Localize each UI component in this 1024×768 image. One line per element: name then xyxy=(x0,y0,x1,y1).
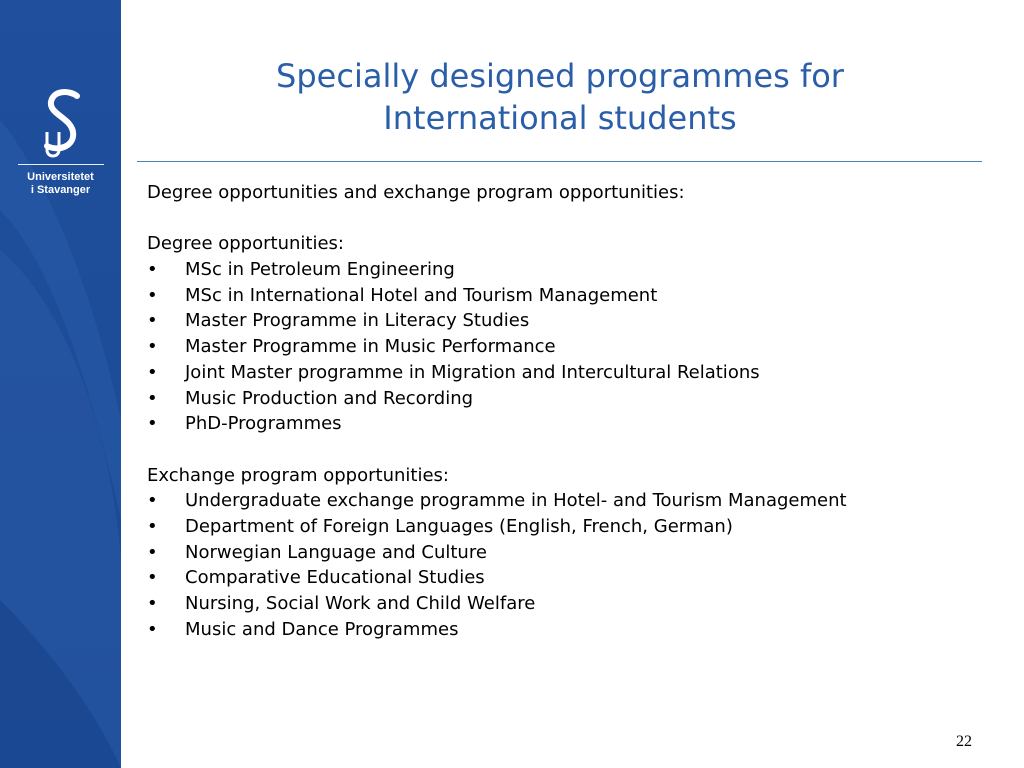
list-item xyxy=(147,565,997,591)
logo-divider xyxy=(18,164,104,165)
list-item-text: Comparative Educational Studies xyxy=(185,567,485,589)
bullet-icon: • xyxy=(147,618,158,640)
logo-line-2: i Stavanger xyxy=(30,184,91,196)
bullet-icon: • xyxy=(147,284,158,306)
uis-logo-icon xyxy=(31,88,91,160)
page-number: 22 xyxy=(956,733,972,750)
exchange-list xyxy=(147,488,997,642)
list-item-text: MSc in International Hotel and Tourism Management xyxy=(185,284,658,306)
title-divider xyxy=(137,161,982,162)
list-item xyxy=(147,514,997,540)
slide-body xyxy=(147,180,997,642)
list-item-text: Master Programme in Literacy Studies xyxy=(185,310,530,332)
list-item-text: Music Production and Recording xyxy=(185,387,474,409)
list-item xyxy=(147,411,997,437)
list-item-text: Undergraduate exchange programme in Hotel- and Tourism Management xyxy=(185,490,847,512)
list-item-text: MSc in Petroleum Engineering xyxy=(185,259,455,281)
university-logo xyxy=(0,88,121,197)
exchange-heading: Exchange program opportunities: xyxy=(147,464,449,486)
slide-title-line-2: International students xyxy=(383,99,737,137)
spacer xyxy=(147,437,997,463)
list-item xyxy=(147,540,997,566)
degree-list xyxy=(147,257,997,437)
list-item xyxy=(147,360,997,386)
list-item-text: Nursing, Social Work and Child Welfare xyxy=(185,593,536,614)
list-item xyxy=(147,488,997,514)
intro-text: Degree opportunities and exchange program opportunities: xyxy=(147,182,685,203)
bullet-icon: • xyxy=(147,593,158,614)
list-item-text: Norwegian Language and Culture xyxy=(185,541,487,563)
bullet-icon: • xyxy=(147,387,158,409)
bullet-icon: • xyxy=(147,515,158,537)
logo-line-1: Universitetet xyxy=(27,171,94,183)
bullet-icon: • xyxy=(147,413,158,435)
bullet-icon: • xyxy=(147,336,158,358)
list-item xyxy=(147,386,997,412)
spacer xyxy=(147,206,997,232)
list-item xyxy=(147,257,997,283)
list-item xyxy=(147,283,997,309)
bullet-icon: • xyxy=(147,541,158,563)
list-item xyxy=(147,308,997,334)
list-item-text: Music and Dance Programmes xyxy=(185,618,459,640)
bullet-icon: • xyxy=(147,490,158,512)
list-item-text: Department of Foreign Languages (English, French, German) xyxy=(185,515,733,537)
list-item xyxy=(147,334,997,360)
slide-title xyxy=(150,55,970,139)
list-item xyxy=(147,591,997,617)
bullet-icon: • xyxy=(147,310,158,332)
degree-heading: Degree opportunities: xyxy=(147,233,344,255)
bullet-icon: • xyxy=(147,259,158,281)
sidebar-panel xyxy=(0,0,121,768)
bullet-icon: • xyxy=(147,567,158,589)
slide-title-line-1: Specially designed programmes for xyxy=(276,57,844,95)
list-item-text: Joint Master programme in Migration and Intercultural Relations xyxy=(185,361,760,383)
bullet-icon: • xyxy=(147,361,158,383)
list-item xyxy=(147,617,997,643)
list-item-text: PhD-Programmes xyxy=(185,413,342,435)
list-item-text: Master Programme in Music Performance xyxy=(185,336,556,358)
